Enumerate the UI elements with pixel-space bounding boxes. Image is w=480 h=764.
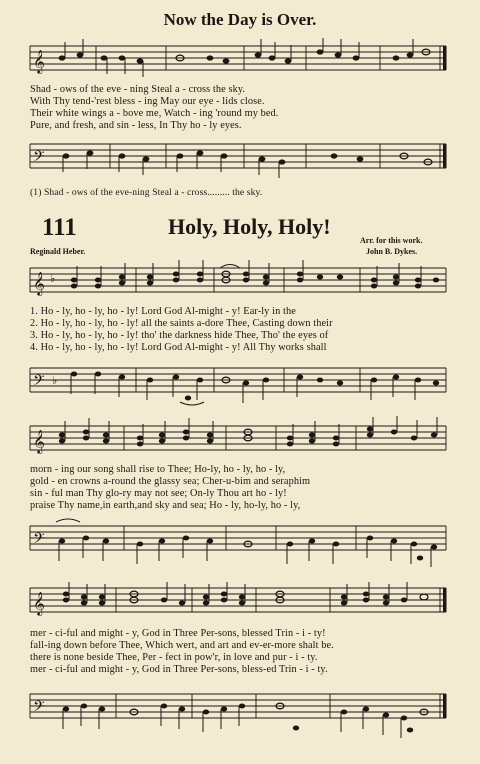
- author-credit: Reginald Heber.: [30, 247, 86, 256]
- system2-verse-2: gold - en crowns a-round the glassy sea; Cher-u-bim and seraphim: [30, 476, 311, 487]
- treble-staff-system-3: [0, 580, 480, 626]
- system2-verse-4: praise Thy name,in earth,and sky and sea; Ho - ly, ho-ly, ho - ly,: [30, 500, 301, 511]
- svg-text:♭: ♭: [52, 374, 58, 387]
- system2-verse-3: sin - ful man Thy glo-ry may not see; On-ly Thou art ho - ly!: [30, 488, 287, 499]
- system1-verse-2: 2. Ho - ly, ho - ly, ho - ly! all the saints a-dore Thee, Casting down their: [30, 318, 333, 329]
- system3-verse-4: mer - ci-ful and might - y, God in Three Per-sons, bless-ed Trin - i - ty.: [30, 664, 328, 675]
- svg-text:𝄞: 𝄞: [33, 429, 45, 453]
- arranger-note: Arr. for this work.: [360, 236, 423, 245]
- svg-text:♭: ♭: [50, 272, 56, 285]
- bass-lyric-line: (1) Shad - ows of the eve-ning Steal a - cross......... the sky.: [30, 187, 263, 198]
- svg-text:𝄞: 𝄞: [33, 591, 45, 615]
- svg-text:𝄢: 𝄢: [33, 148, 45, 169]
- verse-line-2: With Thy tend-'rest bless - ing May our eye - lids close.: [30, 96, 265, 107]
- svg-text:𝄞: 𝄞: [33, 49, 45, 73]
- hymn-title-now-the-day: Now the Day is Over.: [163, 10, 317, 29]
- svg-text:𝄢: 𝄢: [33, 372, 45, 393]
- system1-verse-4: 4. Ho - ly, ho - ly, ho - ly! Lord God Al-might - y! All Thy works shall: [30, 342, 327, 353]
- svg-text:𝄢: 𝄢: [33, 698, 45, 719]
- verse-line-3: Their white wings a - bove me, Watch - ing 'round my bed.: [30, 108, 279, 119]
- verse-line-1: Shad - ows of the eve - ning Steal a - cross the sky.: [30, 84, 246, 95]
- treble-staff-system-1: [0, 258, 480, 306]
- bass-staff-top: [0, 132, 480, 186]
- treble-staff-top: [0, 38, 480, 88]
- hymn-title: Holy, Holy, Holy!: [168, 214, 331, 239]
- system3-verse-2: fall-ing down before Thee, Which wert, and art and ev-er-more shalt be.: [30, 640, 334, 651]
- hymn-number: 111: [42, 214, 77, 241]
- bass-staff-system-1: [0, 356, 480, 410]
- bass-staff-system-3: [0, 680, 480, 740]
- treble-staff-system-2: [0, 416, 480, 464]
- verse-line-4: Pure, and fresh, and sin - less, In Thy ho - ly eyes.: [30, 120, 242, 131]
- system2-verse-1: morn - ing our song shall rise to Thee; Ho-ly, ho - ly, ho - ly,: [30, 464, 286, 475]
- system1-verse-3: 3. Ho - ly, ho - ly, ho - ly! tho' the darkness hide Thee, Tho' the eyes of: [30, 330, 329, 341]
- bass-staff-system-2: [0, 514, 480, 570]
- system3-verse-3: there is none beside Thee, Per - fect in pow'r, in love and pur - i - ty.: [30, 652, 318, 663]
- system1-verse-1: 1. Ho - ly, ho - ly, ho - ly! Lord God Al-might - y! Ear-ly in the: [30, 306, 296, 317]
- composer-credit: John B. Dykes.: [366, 247, 418, 256]
- system3-verse-1: mer - ci-ful and might - y, God in Three Per-sons, blessed Trin - i - ty!: [30, 628, 326, 639]
- svg-text:𝄢: 𝄢: [33, 530, 45, 551]
- svg-text:𝄞: 𝄞: [33, 271, 45, 295]
